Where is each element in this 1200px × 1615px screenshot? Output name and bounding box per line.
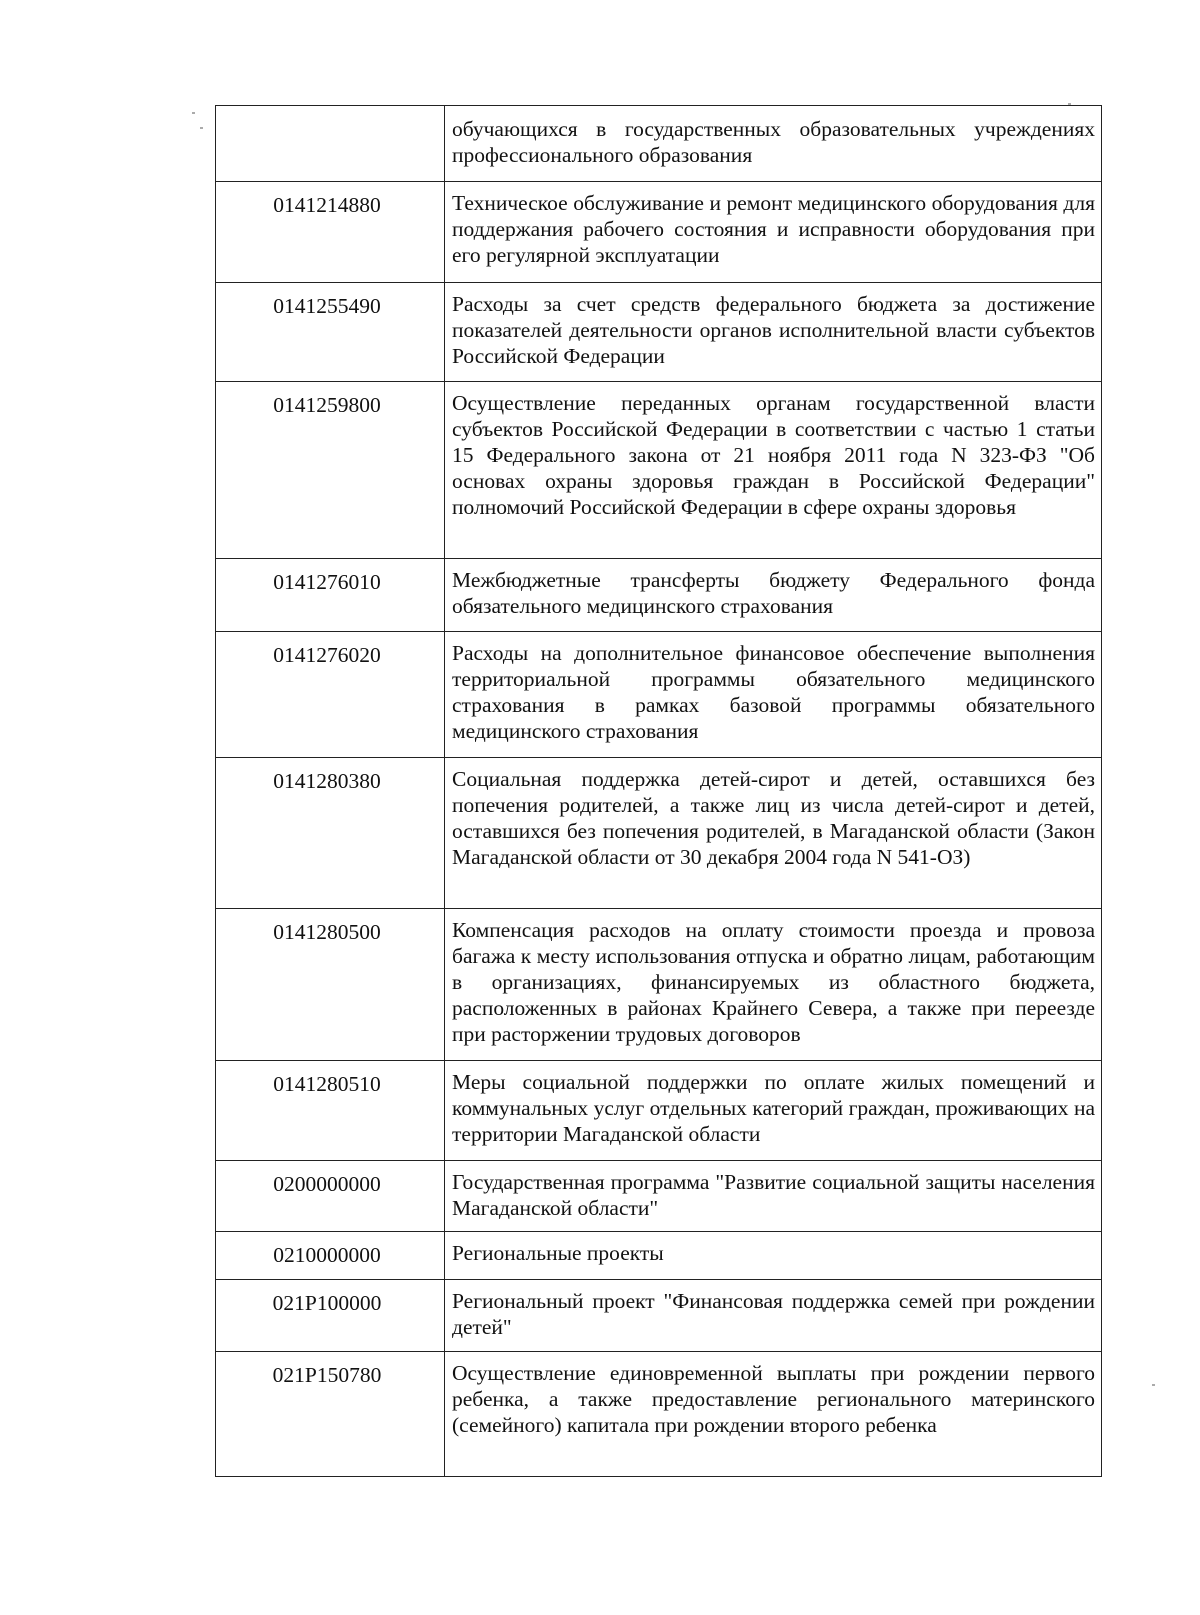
table-row [216, 106, 1102, 182]
table-row [216, 1352, 1102, 1477]
code-cell: 0141214880 [216, 182, 445, 283]
description-cell: Осуществление единовременной выплаты при рождении первого ребенка, а также предоставление регионального материнского (семейного) капитала при рождении второго ребенка [445, 1352, 1102, 1477]
description-cell: Осуществление переданных органам государственной власти субъектов Российской Федерации в соответствии с частью 1 статьи 15 Федерального закона от 21 ноября 2011 года N 323-ФЗ "Об основах охраны здоровья граждан в Российской Федерации" полномочий Российской Федерации в сфере охраны здоровья [445, 382, 1102, 559]
description-cell: Техническое обслуживание и ремонт медицинского оборудования для поддержания рабочего состояния и исправности оборудования при его регулярной эксплуатации [445, 182, 1102, 283]
scan-speck [192, 112, 195, 114]
description-cell: Расходы на дополнительное финансовое обеспечение выполнения территориальной программы обязательного медицинского страхования в рамках базовой программы обязательного медицинского страхования [445, 632, 1102, 758]
description-cell: Региональный проект "Финансовая поддержка семей при рождении детей" [445, 1280, 1102, 1352]
code-cell: 0141255490 [216, 283, 445, 382]
scan-speck [200, 127, 203, 129]
table-row [216, 909, 1102, 1061]
description-cell: Региональные проекты [445, 1232, 1102, 1280]
code-cell: 021P150780 [216, 1352, 445, 1477]
code-cell: 0141280380 [216, 758, 445, 909]
description-cell: Меры социальной поддержки по оплате жилых помещений и коммунальных услуг отдельных категорий граждан, проживающих на территории Магаданской области [445, 1061, 1102, 1161]
table-row [216, 1232, 1102, 1280]
scan-speck [1152, 1384, 1155, 1386]
code-cell: 0141280500 [216, 909, 445, 1061]
description-cell: Расходы за счет средств федерального бюджета за достижение показателей деятельности органов исполнительной власти субъектов Российской Федерации [445, 283, 1102, 382]
code-cell: 0200000000 [216, 1161, 445, 1232]
description-cell: Государственная программа "Развитие социальной защиты населения Магаданской области" [445, 1161, 1102, 1232]
description-cell: Межбюджетные трансферты бюджету Федерального фонда обязательного медицинского страхования [445, 559, 1102, 632]
budget-codes-table [215, 105, 1102, 1477]
table-row [216, 182, 1102, 283]
code-cell [216, 106, 445, 182]
table-row [216, 1280, 1102, 1352]
table-row [216, 382, 1102, 559]
table-row [216, 632, 1102, 758]
code-cell: 0141276010 [216, 559, 445, 632]
table-row [216, 1061, 1102, 1161]
code-cell: 0141259800 [216, 382, 445, 559]
table-row [216, 1161, 1102, 1232]
code-cell: 0210000000 [216, 1232, 445, 1280]
code-cell: 0141280510 [216, 1061, 445, 1161]
description-cell: Компенсация расходов на оплату стоимости проезда и провоза багажа к месту использования отпуска и обратно лицам, работающим в организациях, финансируемых из областного бюджета, расположенных в районах Крайнего Севера, а также при переезде при расторжении трудовых договоров [445, 909, 1102, 1061]
table-row [216, 283, 1102, 382]
table-row [216, 758, 1102, 909]
description-cell: Социальная поддержка детей-сирот и детей, оставшихся без попечения родителей, а также лиц из числа детей-сирот и детей, оставшихся без попечения родителей, в Магаданской области (Закон Магаданской области от 30 декабря 2004 года N 541-ОЗ) [445, 758, 1102, 909]
description-cell: обучающихся в государственных образовательных учреждениях профессионального образования [445, 106, 1102, 182]
code-cell: 0141276020 [216, 632, 445, 758]
table-row [216, 559, 1102, 632]
code-cell: 021P100000 [216, 1280, 445, 1352]
